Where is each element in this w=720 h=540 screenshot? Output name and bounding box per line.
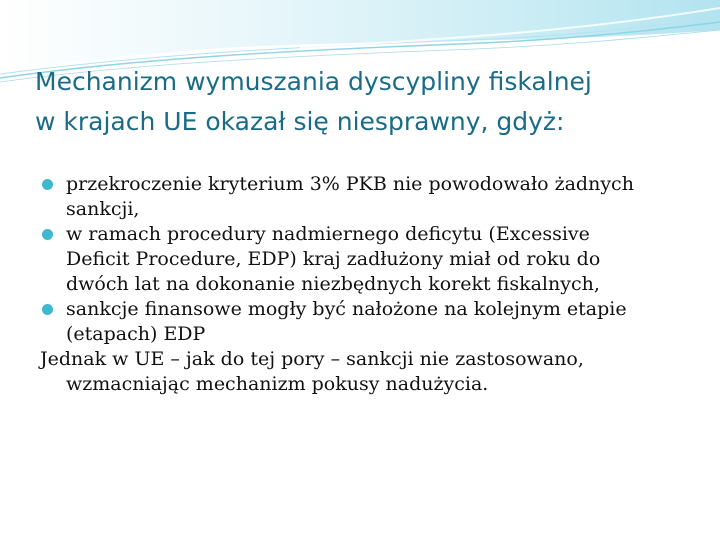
slide-title [35,62,705,142]
bullet-dot-icon [42,229,53,240]
closing-paragraph [40,347,700,397]
bullet-text-line: sankcji, [66,198,140,220]
bullet-text-line: sankcje finansowe mogły być nałożone na kolejnym etapie [66,298,627,320]
title-line: w krajach UE okazał się niesprawny, gdyż: [35,107,565,136]
slide-body [40,172,700,397]
closing-text-line: wzmacniając mechanizm pokusy nadużycia. [66,373,489,395]
bullet-item [40,297,700,347]
bullet-text-line: w ramach procedury nadmiernego deficytu (Excessive [66,223,590,245]
bullet-item [40,222,700,297]
closing-text-line: Jednak w UE – jak do tej pory – sankcji nie zastosowano, [40,348,584,370]
bullet-text-line: (etapach) EDP [66,323,206,345]
bullet-text-line: dwóch lat na dokonanie niezbędnych korekt fiskalnych, [66,273,600,295]
bullet-text-line: przekroczenie kryterium 3% PKB nie powodowało żadnych [66,173,634,195]
bullet-dot-icon [42,304,53,315]
title-line: Mechanizm wymuszania dyscypliny fiskalnej [35,67,592,96]
bullet-item [40,172,700,222]
bullet-text-line: Deficit Procedure, EDP) kraj zadłużony miał od roku do [66,248,601,270]
bullet-dot-icon [42,179,53,190]
